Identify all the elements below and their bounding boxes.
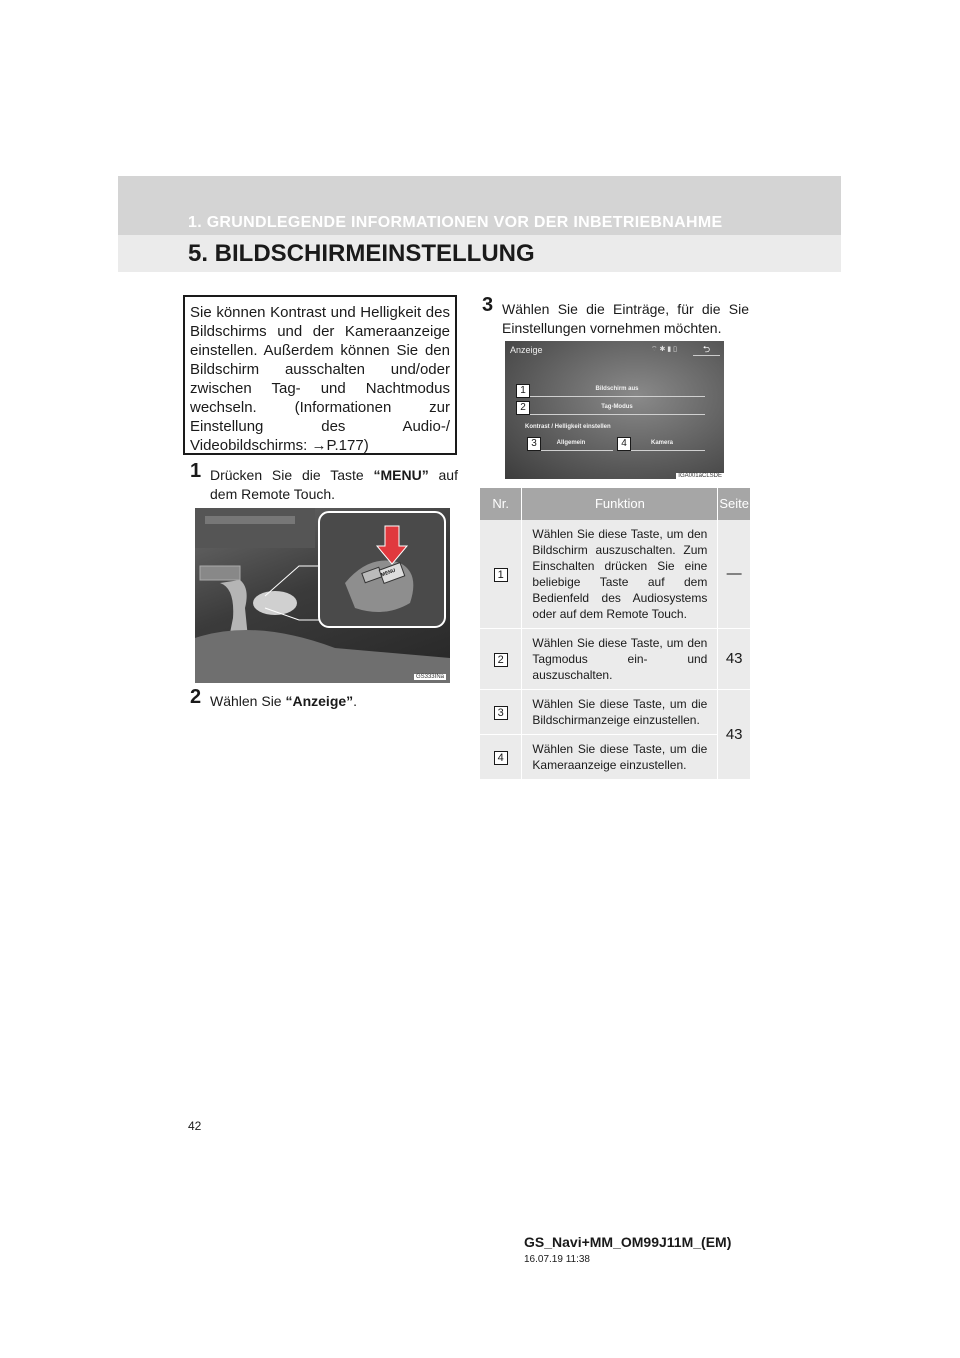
footer-date: 16.07.19 11:38 <box>524 1254 590 1265</box>
step-3 <box>482 294 749 338</box>
screen-title: Anzeige <box>510 345 543 355</box>
row-number: 2 <box>494 653 508 667</box>
step-text: Wählen Sie <box>210 693 286 709</box>
step-key: “Anzeige” <box>285 693 354 709</box>
photo-menu-label: MENU <box>380 567 397 579</box>
function-table <box>480 488 750 779</box>
remote-touch-photo <box>195 508 450 683</box>
row-number: 3 <box>494 706 508 720</box>
step-2 <box>190 686 458 711</box>
row-function: Wählen Sie diese Taste, um die Bildschirmanzeige einzustellen. <box>522 690 718 735</box>
table-row <box>480 735 750 780</box>
row-number: 4 <box>494 751 508 765</box>
row-function: Wählen Sie diese Taste, um die Kameraanzeige einzustellen. <box>522 735 718 780</box>
table-row <box>480 690 750 735</box>
header-band <box>118 176 841 272</box>
day-mode-button[interactable]: Tag-Modus <box>529 402 705 415</box>
row-page: — <box>718 520 750 629</box>
row-function: Wählen Sie diese Taste, um den Tagmodus ein- und auszuschalten. <box>522 629 718 690</box>
header-function: Funktion <box>522 488 718 520</box>
contrast-label: Kontrast / Helligkeit einstellen <box>525 424 611 430</box>
screen-code: IGA001aCLSDE <box>678 473 722 479</box>
camera-button[interactable]: Kamera <box>619 438 705 451</box>
step-1 <box>190 460 458 504</box>
step-text: . <box>353 693 358 709</box>
step-number: 3 <box>482 294 494 316</box>
step-text: Drücken Sie die Taste <box>210 467 374 483</box>
row-number: 1 <box>494 568 508 582</box>
remote-touch-illustration <box>195 508 450 683</box>
marker-1: 1 <box>516 384 530 398</box>
marker-2: 2 <box>516 401 530 415</box>
table-row <box>480 520 750 629</box>
chapter-title: 1. GRUNDLEGENDE INFORMATIONEN VOR DER INBETRIEBNAHME <box>188 214 723 231</box>
marker-4: 4 <box>617 437 631 451</box>
back-arrow-icon[interactable]: ⮌ <box>693 344 720 356</box>
table-row <box>480 629 750 690</box>
header-page: Seite <box>718 488 750 520</box>
step-text: Wählen Sie die Einträge, für die Sie Einstellungen vornehmen möchten. <box>502 301 749 336</box>
intro-box: Sie können Kontrast und Helligkeit des Bildschirms und der Kameraanzeige einstellen. Außerdem können Sie den Bildschirm ausschalten und/oder zwischen Tag- und Nachtmodus wechseln. (Informationen zur Einstellung des Audio-/ Videobildschirms: →P.177) <box>183 295 457 455</box>
photo-code: GS333INa <box>415 674 444 680</box>
footer-doc-id: GS_Navi+MM_OM99J11M_(EM) <box>524 1234 732 1250</box>
page-number: 42 <box>188 1119 202 1133</box>
section-title: 5. BILDSCHIRMEINSTELLUNG <box>188 240 535 267</box>
row-page: 43 <box>718 629 750 690</box>
marker-3: 3 <box>527 437 541 451</box>
step-text: auf dem Remote Touch. <box>210 467 458 502</box>
row-page: 43 <box>718 690 750 780</box>
status-icons: ⌔ ✱ ▮ ▯ <box>651 346 677 353</box>
step-number: 2 <box>190 686 202 708</box>
display-settings-screen <box>505 341 724 479</box>
screen-off-button[interactable]: Bildschirm aus <box>529 384 705 397</box>
general-button[interactable]: Allgemein <box>529 438 613 451</box>
step-number: 1 <box>190 460 202 482</box>
header-nr: Nr. <box>480 488 522 520</box>
step-key: “MENU” <box>373 467 429 483</box>
row-function: Wählen Sie diese Taste, um den Bildschirm auszuschalten. Zum Einschalten drücken Sie eine beliebige Taste auf dem Bedienfeld des Audiosystems oder auf dem Remote Touch. <box>522 520 718 629</box>
